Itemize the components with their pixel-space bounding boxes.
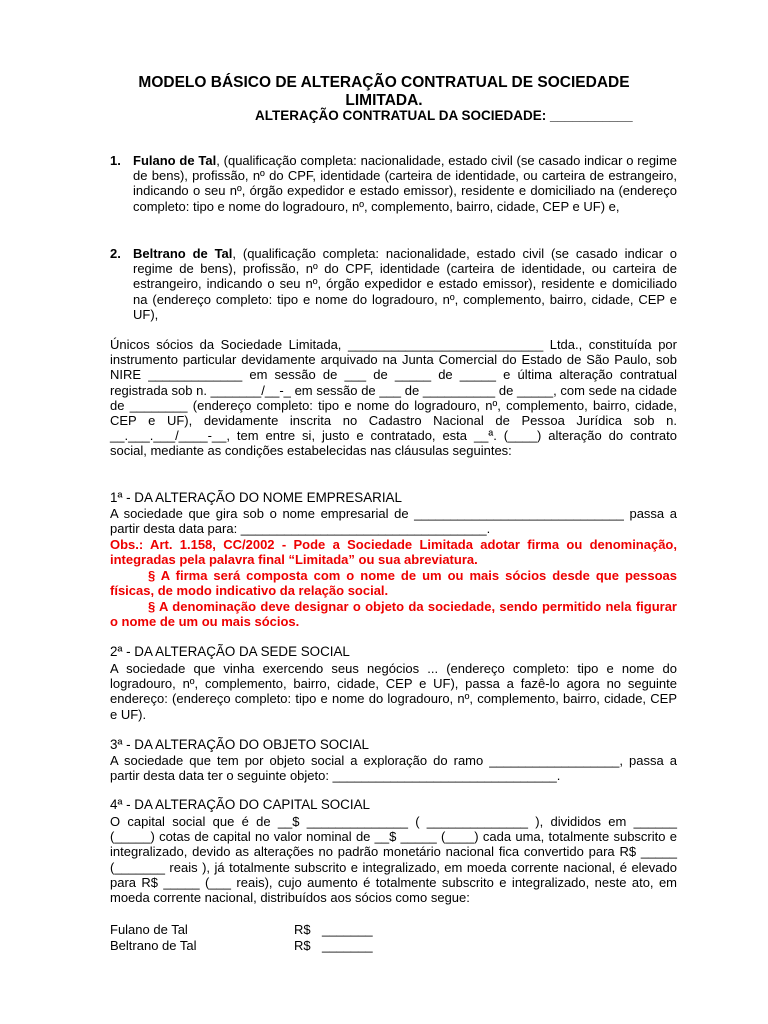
clause-3-heading: 3ª - DA ALTERAÇÃO DO OBJETO SOCIAL (110, 737, 369, 752)
partner-1-text: , (qualificação completa: nacionalidade, estado civil (se casado indicar o regime de bens), profissão, nº do CPF, identidade (carteira de identidade, ou carteira de estrangeiro, indicando o seu nº, órgão expedidor e estado emissor), residente e domiciliado na (endereço completo: tipo e nome do logradouro, nº, complemento, bairro, cidade, CEP e UF) e, (133, 153, 678, 214)
partner-1-number: 1. (110, 153, 121, 168)
clause-3-text: A sociedade que tem por objeto social a exploração do ramo __________________, passa a partir desta data ter o seguinte objeto: _______________________________. (110, 753, 677, 784)
document-subtitle: ALTERAÇÃO CONTRATUAL DA SOCIEDADE: ___________ (255, 108, 633, 123)
clause-1-obs: Obs.: Art. 1.158, CC/2002 - Pode a Sociedade Limitada adotar firma ou denominação, integradas pela palavra final “Limitada” ou sua abreviatura. (110, 537, 677, 568)
share-row-name: Beltrano de Tal (110, 938, 197, 953)
share-row-value: _______ (322, 922, 373, 937)
share-row-currency: R$ (294, 922, 311, 937)
partner-1-paragraph (133, 153, 677, 214)
partner-2-paragraph (133, 246, 677, 322)
partner-2-name: Beltrano de Tal (133, 246, 233, 261)
clause-4-text: O capital social que é de __$ ______________ ( ______________ ), divididos em ______ (_____) cotas de capital no valor nominal de __$ _____ (____) cada uma, totalmente subscrito e integralizado, devido as alterações no padrão monetário nacional fica convertido para R$ _____ (_______ reais ), já totalmente subscrito e integralizado, em moeda corrente nacional, é elevado para R$ _____ (___ reais), cujo aumento é totalmente subscrito e integralizado, neste ato, em moeda corrente nacional, distribuídos aos sócios como segue: (110, 814, 677, 906)
clause-1-obs-firma: § A firma será composta com o nome de um ou mais sócios desde que pessoas físicas, de modo indicativo da relação social. (110, 568, 677, 599)
partner-2-number: 2. (110, 246, 121, 261)
share-row-name: Fulano de Tal (110, 922, 188, 937)
intro-paragraph: Únicos sócios da Sociedade Limitada, ___________________________ Ltda., constituída por instrumento particular devidamente arquivado na Junta Comercial do Estado de São Paulo, sob NIRE _____________ em sessão de ___ de _____ de _____ e última alteração contratual registrada sob n. _______/__-_ em sessão de ___ de __________ de _____, com sede na cidade de ________ (endereço completo: tipo e nome do logradouro, nº, complemento, bairro, cidade, CEP e UF), devidamente inscrita no Cadastro Nacional de Pessoa Jurídica sob n. __.___.___/____-__, tem entre si, justo e contratado, esta __ª. (____) alteração do contrato social, mediante as condições estabelecidas nas cláusulas seguintes: (110, 337, 677, 459)
share-row-currency: R$ (294, 938, 311, 953)
clause-1-obs-denominacao: § A denominação deve designar o objeto da sociedade, sendo permitido nela figurar o nome de um ou mais sócios. (110, 599, 677, 630)
document-title: MODELO BÁSICO DE ALTERAÇÃO CONTRATUAL DE SOCIEDADE LIMITADA. (138, 74, 630, 109)
partner-2-text: , (qualificação completa: nacionalidade, estado civil (se casado indicar o regime de bens), profissão, nº do CPF, identidade (carteira de identidade, ou carteira de estrangeiro, indicando o seu nº, órgão expedidor e estado emissor), residente e domiciliado na (endereço completo: tipo e nome do logradouro, nº, complemento, bairro, cidade, CEP e UF), (133, 246, 677, 322)
share-row-value: _______ (322, 938, 373, 953)
clause-2-text: A sociedade que vinha exercendo seus negócios ... (endereço completo: tipo e nome do logradouro, nº, complemento, bairro, cidade, CEP e UF), passa a fazê-lo agora no seguinte endereço: (endereço completo: tipo e nome do logradouro, nº, complemento, bairro, cidade, CEP e UF). (110, 661, 677, 722)
partner-1-name: Fulano de Tal (133, 153, 217, 168)
clause-1-heading: 1ª - DA ALTERAÇÃO DO NOME EMPRESARIAL (110, 490, 402, 505)
clause-2-heading: 2ª - DA ALTERAÇÃO DA SEDE SOCIAL (110, 644, 350, 659)
clause-1-text: A sociedade que gira sob o nome empresarial de _____________________________ passa a partir desta data para: __________________________________. (110, 506, 677, 537)
clause-4-heading: 4ª - DA ALTERAÇÃO DO CAPITAL SOCIAL (110, 797, 370, 812)
